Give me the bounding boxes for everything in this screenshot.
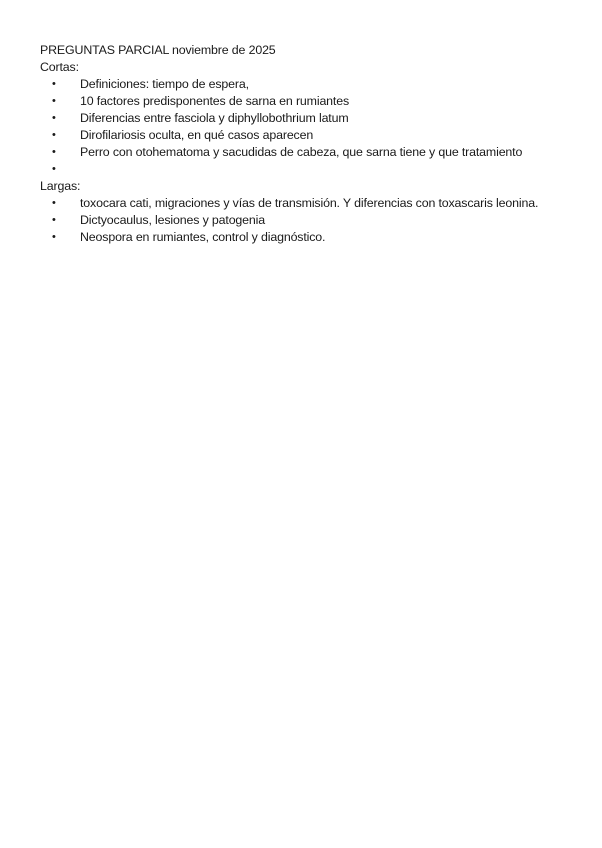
bullet-list-cortas bbox=[40, 76, 560, 178]
list-item: • toxocara cati, migraciones y vías de transmisión. Y diferencias con toxascaris leonina. bbox=[40, 195, 550, 212]
list-item: • Perro con otohematoma y sacudidas de cabeza, que sarna tiene y que tratamiento bbox=[40, 144, 550, 161]
section-heading-cortas: Cortas: bbox=[40, 60, 79, 74]
list-item: • Definiciones: tiempo de espera, bbox=[40, 76, 550, 93]
list-item: • Diferencias entre fasciola y diphyllobothrium latum bbox=[40, 110, 550, 127]
list-item: • Dictyocaulus, lesiones y patogenia bbox=[40, 212, 550, 229]
section-heading-largas: Largas: bbox=[40, 179, 81, 193]
document-title: PREGUNTAS PARCIAL noviembre de 2025 bbox=[40, 43, 276, 57]
bullet-list-largas bbox=[40, 195, 560, 246]
list-item: • 10 factores predisponentes de sarna en rumiantes bbox=[40, 93, 550, 110]
list-item: • Dirofilariosis oculta, en qué casos aparecen bbox=[40, 127, 550, 144]
list-item-empty bbox=[40, 161, 550, 178]
list-item: • Neospora en rumiantes, control y diagnóstico. bbox=[40, 229, 550, 246]
document-body bbox=[40, 42, 560, 246]
